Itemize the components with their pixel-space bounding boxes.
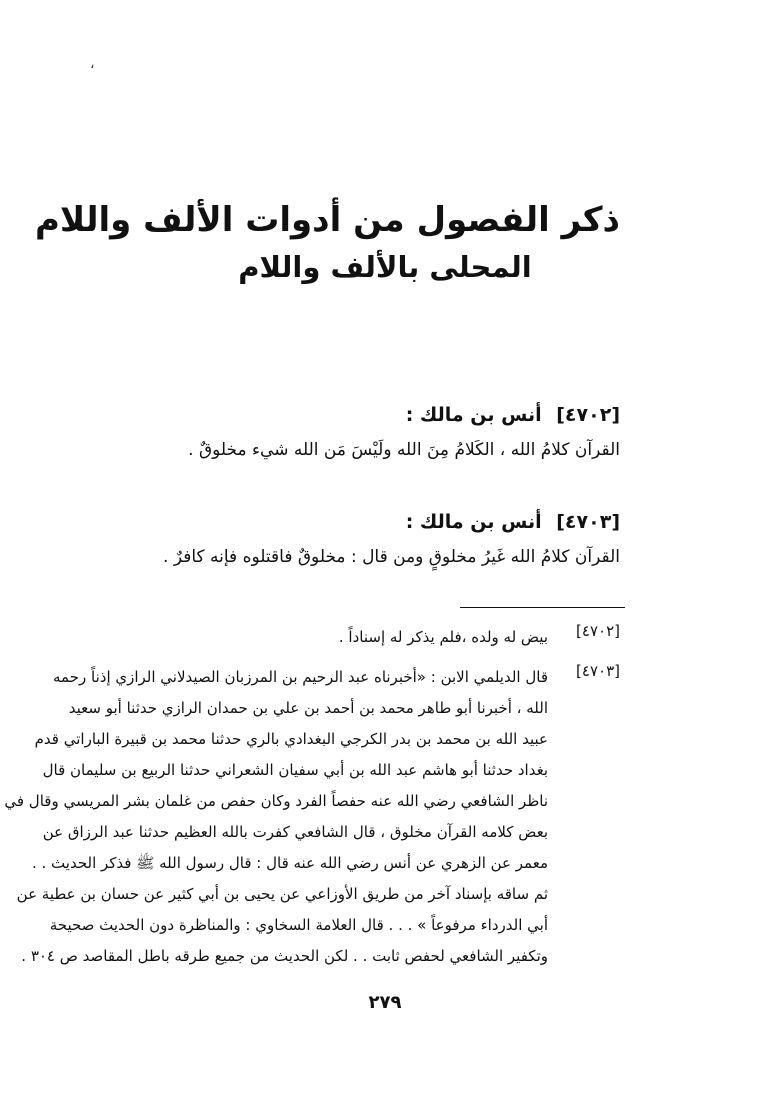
footnote-line: عبيد الله بن محمد بن بدر الكرجي البغدادي بالري حدثنا محمد بن قبيرة الباراتي قدم — [34, 730, 548, 748]
page-number: ٢٧٩ — [368, 992, 402, 1013]
footnote-line: ثم ساقه بإسناد آخر من طريق الأوزاعي عن يحيى بن أبي كثير عن حسان بن عطية عن — [16, 885, 548, 903]
footnote-line: وتكفير الشافعي لحفص ثابت . . لكن الحديث من جميع طرقه باطل المقاصد ص ٣٠٤ . — [21, 947, 548, 965]
entry-narrator: أنس بن مالك : — [405, 404, 542, 426]
footnote-number: [٤٧٠٣] — [576, 662, 620, 680]
page-subtitle: المحلى بالألف واللام — [238, 250, 532, 284]
footnote-number: [٤٧٠٢] — [576, 622, 620, 640]
footnote-line: قال الديلمي الابن : «أخبرناه عبد الرحيم بن المرزبان الصيدلاني الرازي إذناً رحمه — [53, 668, 548, 686]
footnote-line: ناظر الشافعي رضي الله عنه حفصاً الفرد وكان حفص من غلمان بشر المريسي وقال في — [4, 792, 548, 810]
footnote-line: الله ، أخبرنا أبو طاهر محمد بن أحمد بن علي بن حمدان الرازي حدثنا أبو سعيد — [68, 699, 548, 717]
entry-narrator: أنس بن مالك : — [405, 511, 542, 533]
entry-text: القرآن كلامُ الله ، الكَلامُ مِنَ الله ولَيْسَ مَن الله شيء مخلوقٌ . — [188, 440, 620, 460]
footnote — [4, 662, 620, 972]
footnote-line: بعض كلامه القرآن مخلوق ، قال الشافعي كفرت بالله العظيم حدثنا عبد الرزاق عن — [42, 823, 548, 841]
footnote-line: بغداد حدثنا أبو هاشم عبد الله بن أبي سفيان الشعراني حدثنا الربيع بن سليمان قال — [42, 761, 548, 779]
page-title: ذكر الفصول من أدوات الألف واللام — [35, 200, 620, 240]
entry-heading — [406, 511, 620, 533]
footnote-line: أبي الدرداء مرفوعاً » . . . قال العلامة السخاوي : والمناظرة دون الحديث صحيحة — [49, 916, 548, 934]
entry-number: [٤٧٠٢] — [556, 404, 620, 426]
entry-number: [٤٧٠٣] — [556, 511, 620, 533]
footnote-line: بيض له ولده ،فلم يذكر له إسناداً . — [338, 628, 548, 646]
footnote — [150, 622, 620, 653]
margin-mark: ، — [90, 56, 95, 72]
footnote-divider — [460, 607, 625, 608]
footnote-line: معمر عن الزهري عن أنس رضي الله عنه قال : قال رسول الله ﷺ فذكر الحديث . . — [31, 854, 548, 872]
entry-text: القرآن كلامُ الله غَيرُ مخلوقٍ ومن قال : مخلوقٌ فاقتلوه فإنه كافرٌ . — [163, 547, 620, 567]
entry-heading — [406, 404, 620, 426]
